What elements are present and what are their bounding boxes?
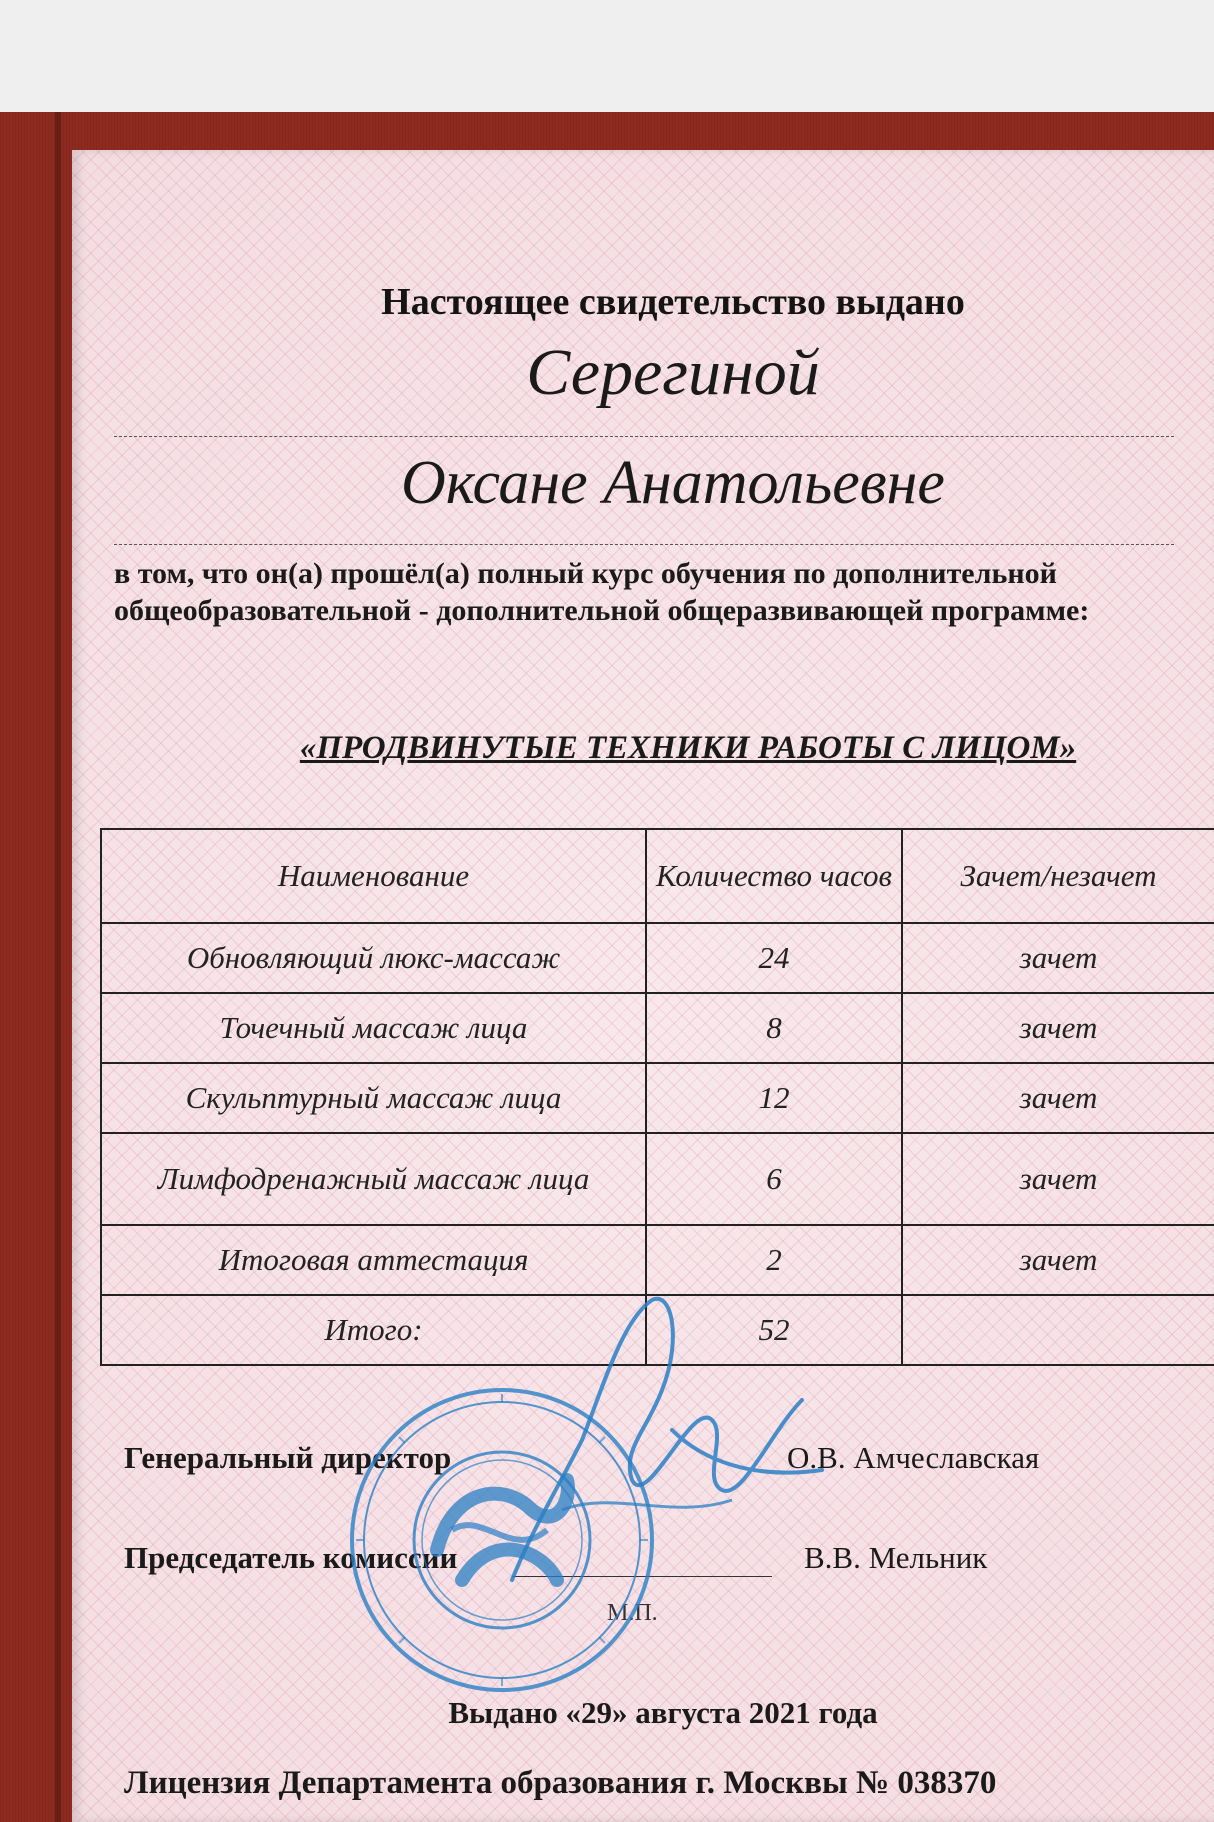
issue-date: Выдано «29» августа 2021 года — [448, 1695, 878, 1730]
subject-result: зачет — [902, 1225, 1214, 1295]
table-row — [101, 993, 1214, 1063]
header-hours: Количество часов — [646, 829, 902, 923]
total-hours: 52 — [646, 1295, 902, 1365]
table-row — [101, 923, 1214, 993]
seal-label: М.П. — [607, 1600, 658, 1626]
subject-hours: 24 — [646, 923, 902, 993]
handwritten-signature-icon — [472, 1280, 852, 1600]
subject-result: зачет — [902, 923, 1214, 993]
program-title: «ПРОДВИНУТЫЕ ТЕХНИКИ РАБОТЫ С ЛИЦОМ» — [299, 730, 1077, 766]
subject-result: зачет — [902, 993, 1214, 1063]
subject-name: Лимфодренажный массаж лица — [101, 1133, 646, 1225]
subject-hours: 8 — [646, 993, 902, 1063]
total-label: Итого: — [101, 1295, 646, 1365]
subject-result: зачет — [902, 1133, 1214, 1225]
subject-name: Обновляющий люкс-массаж — [101, 923, 646, 993]
name-divider — [114, 436, 1174, 437]
recipient-surname: Серегиной — [526, 336, 820, 409]
license-number: Лицензия Департамента образования г. Москвы № 038370 — [124, 1765, 997, 1801]
subject-hours: 6 — [646, 1133, 902, 1225]
chair-name: В.В. Мельник — [804, 1540, 988, 1575]
header-result: Зачет/незачет — [902, 829, 1214, 923]
table-header-row — [101, 829, 1214, 923]
certificate-heading: Настоящее свидетельство выдано — [381, 281, 965, 323]
director-title: Генеральный директор — [124, 1440, 452, 1475]
cover-spine — [55, 112, 61, 1822]
director-name: О.В. Амчеславская — [787, 1440, 1040, 1475]
completion-statement: в том, что он(а) прошёл(а) полный курс обучения по дополнительной общеобразовательной - дополнительной общеразвивающей программе: — [114, 557, 1090, 627]
subject-name: Точечный массаж лица — [101, 993, 646, 1063]
name-divider — [114, 544, 1174, 545]
header-name: Наименование — [101, 829, 646, 923]
subject-name: Скульптурный массаж лица — [101, 1063, 646, 1133]
table-row — [101, 1063, 1214, 1133]
chair-title: Председатель комиссии — [124, 1540, 458, 1575]
recipient-given-names: Оксане Анатольевне — [401, 449, 945, 517]
subject-result: зачет — [902, 1063, 1214, 1133]
subject-hours: 2 — [646, 1225, 902, 1295]
total-result — [902, 1295, 1214, 1365]
certificate-page — [72, 150, 1214, 1822]
subject-name: Итоговая аттестация — [101, 1225, 646, 1295]
subject-hours: 12 — [646, 1063, 902, 1133]
table-row — [101, 1133, 1214, 1225]
